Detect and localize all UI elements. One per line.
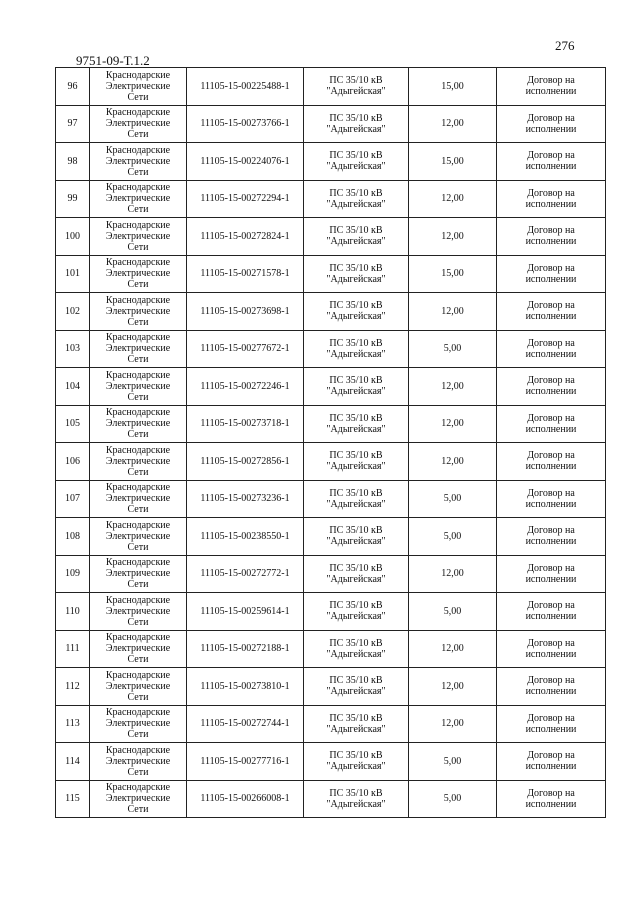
substation-cell-line: ПС 35/10 кВ [329, 75, 383, 87]
organization-cell-line: Краснодарские [105, 107, 171, 119]
substation-cell-line: ПС 35/10 кВ [329, 787, 383, 799]
organization-cell-line: Электрические [105, 155, 171, 167]
substation-cell-line: "Адыгейская" [326, 573, 386, 585]
organization-cell [90, 105, 187, 143]
page-number: 276 [555, 38, 575, 53]
row-number-cell: 104 [56, 368, 90, 406]
substation-cell-line: "Адыгейская" [326, 798, 386, 810]
substation-cell-line: ПС 35/10 кВ [329, 525, 383, 537]
organization-cell-line: Краснодарские [105, 744, 171, 756]
substation-cell-line: ПС 35/10 кВ [329, 112, 383, 124]
status-cell-line: Договор на [527, 75, 575, 87]
organization-cell-line: Электрические [105, 793, 171, 805]
organization-cell-line: Краснодарские [105, 707, 171, 719]
status-cell-line: исполнении [525, 161, 577, 173]
organization-cell-line: Краснодарские [105, 182, 171, 194]
status-cell-line: Договор на [527, 300, 575, 312]
organization-cell [90, 593, 187, 631]
organization-cell [90, 743, 187, 781]
contract-code-cell: 11105-15-00272824-1 [187, 218, 304, 256]
row-number-cell: 113 [56, 705, 90, 743]
status-cell-line: Договор на [527, 450, 575, 462]
organization-cell-line: Сети [127, 316, 149, 328]
table-row [56, 743, 606, 781]
organization-cell-line: Электрические [105, 643, 171, 655]
substation-cell-line: "Адыгейская" [326, 686, 386, 698]
substation-cell [304, 293, 409, 331]
row-number-cell: 105 [56, 405, 90, 443]
contract-code-cell: 11105-15-00272246-1 [187, 368, 304, 406]
status-cell [497, 405, 606, 443]
organization-cell-line: Сети [127, 691, 149, 703]
substation-cell-line: ПС 35/10 кВ [329, 675, 383, 687]
substation-cell-line: ПС 35/10 кВ [329, 300, 383, 312]
organization-cell-line: Электрические [105, 680, 171, 692]
status-cell-line: исполнении [525, 123, 577, 135]
organization-cell-line: Сети [127, 804, 149, 816]
status-cell [497, 668, 606, 706]
organization-cell-line: Краснодарские [105, 519, 171, 531]
organization-cell-line: Электрические [105, 380, 171, 392]
row-number-cell: 98 [56, 143, 90, 181]
contracts-table [55, 67, 606, 818]
status-cell [497, 255, 606, 293]
power-cell: 12,00 [409, 218, 497, 256]
row-number-cell: 108 [56, 518, 90, 556]
organization-cell-line: Краснодарские [105, 407, 171, 419]
table-row [56, 405, 606, 443]
substation-cell [304, 218, 409, 256]
substation-cell [304, 368, 409, 406]
status-cell [497, 143, 606, 181]
organization-cell [90, 68, 187, 106]
substation-cell [304, 593, 409, 631]
status-cell-line: исполнении [525, 611, 577, 623]
organization-cell-line: Электрические [105, 418, 171, 430]
status-cell-line: исполнении [525, 348, 577, 360]
substation-cell-line: ПС 35/10 кВ [329, 412, 383, 424]
organization-cell-line: Сети [127, 616, 149, 628]
organization-cell [90, 143, 187, 181]
organization-cell [90, 630, 187, 668]
status-cell-line: исполнении [525, 198, 577, 210]
table-row [56, 780, 606, 818]
substation-cell [304, 555, 409, 593]
power-cell: 5,00 [409, 518, 497, 556]
substation-cell-line: "Адыгейская" [326, 311, 386, 323]
status-cell-line: Договор на [527, 337, 575, 349]
substation-cell-line: ПС 35/10 кВ [329, 487, 383, 499]
contract-code-cell: 11105-15-00225488-1 [187, 68, 304, 106]
organization-cell [90, 368, 187, 406]
organization-cell-line: Электрические [105, 530, 171, 542]
organization-cell-line: Сети [127, 541, 149, 553]
substation-cell-line: "Адыгейская" [326, 536, 386, 548]
contract-code-cell: 11105-15-00238550-1 [187, 518, 304, 556]
organization-cell-line: Сети [127, 354, 149, 366]
organization-cell [90, 405, 187, 443]
status-cell [497, 780, 606, 818]
status-cell-line: Договор на [527, 262, 575, 274]
substation-cell-line: "Адыгейская" [326, 611, 386, 623]
substation-cell [304, 68, 409, 106]
status-cell-line: Договор на [527, 375, 575, 387]
status-cell-line: исполнении [525, 761, 577, 773]
organization-cell-line: Краснодарские [105, 369, 171, 381]
row-number-cell: 100 [56, 218, 90, 256]
status-cell-line: Договор на [527, 525, 575, 537]
row-number-cell: 107 [56, 480, 90, 518]
status-cell [497, 480, 606, 518]
substation-cell-line: "Адыгейская" [326, 423, 386, 435]
organization-cell-line: Краснодарские [105, 632, 171, 644]
status-cell-line: Договор на [527, 225, 575, 237]
substation-cell-line: ПС 35/10 кВ [329, 337, 383, 349]
substation-cell [304, 668, 409, 706]
status-cell-line: Договор на [527, 750, 575, 762]
table-row [56, 180, 606, 218]
row-number-cell: 101 [56, 255, 90, 293]
organization-cell-line: Краснодарские [105, 332, 171, 344]
row-number-cell: 102 [56, 293, 90, 331]
status-cell [497, 443, 606, 481]
status-cell [497, 518, 606, 556]
contract-code-cell: 11105-15-00272744-1 [187, 705, 304, 743]
status-cell-line: Договор на [527, 600, 575, 612]
table-row [56, 368, 606, 406]
power-cell: 12,00 [409, 630, 497, 668]
organization-cell-line: Краснодарские [105, 482, 171, 494]
status-cell-line: Договор на [527, 787, 575, 799]
substation-cell-line: "Адыгейская" [326, 461, 386, 473]
organization-cell-line: Электрические [105, 305, 171, 317]
status-cell-line: исполнении [525, 423, 577, 435]
power-cell: 15,00 [409, 143, 497, 181]
status-cell [497, 555, 606, 593]
status-cell-line: исполнении [525, 461, 577, 473]
substation-cell-line: ПС 35/10 кВ [329, 225, 383, 237]
organization-cell-line: Сети [127, 579, 149, 591]
table-row [56, 593, 606, 631]
contract-code-cell: 11105-15-00273766-1 [187, 105, 304, 143]
substation-cell-line: ПС 35/10 кВ [329, 712, 383, 724]
substation-cell-line: "Адыгейская" [326, 198, 386, 210]
row-number-cell: 99 [56, 180, 90, 218]
status-cell-line: Договор на [527, 675, 575, 687]
substation-cell [304, 518, 409, 556]
status-cell-line: Договор на [527, 187, 575, 199]
row-number-cell: 109 [56, 555, 90, 593]
power-cell: 12,00 [409, 668, 497, 706]
table-row [56, 555, 606, 593]
table-row [56, 705, 606, 743]
organization-cell-line: Сети [127, 429, 149, 441]
organization-cell-line: Сети [127, 129, 149, 141]
organization-cell [90, 218, 187, 256]
table-row [56, 293, 606, 331]
substation-cell-line: ПС 35/10 кВ [329, 637, 383, 649]
organization-cell-line: Электрические [105, 455, 171, 467]
contract-code-cell: 11105-15-00272294-1 [187, 180, 304, 218]
contract-code-cell: 11105-15-00271578-1 [187, 255, 304, 293]
substation-cell [304, 405, 409, 443]
status-cell-line: Договор на [527, 487, 575, 499]
organization-cell-line: Сети [127, 91, 149, 103]
contract-code-cell: 11105-15-00272856-1 [187, 443, 304, 481]
organization-cell-line: Сети [127, 654, 149, 666]
substation-cell [304, 180, 409, 218]
row-number-cell: 111 [56, 630, 90, 668]
organization-cell [90, 780, 187, 818]
substation-cell-line: "Адыгейская" [326, 86, 386, 98]
contract-code-cell: 11105-15-00272772-1 [187, 555, 304, 593]
power-cell: 15,00 [409, 255, 497, 293]
status-cell [497, 368, 606, 406]
organization-cell [90, 330, 187, 368]
contract-code-cell: 11105-15-00277672-1 [187, 330, 304, 368]
power-cell: 12,00 [409, 555, 497, 593]
substation-cell-line: "Адыгейская" [326, 161, 386, 173]
substation-cell [304, 255, 409, 293]
organization-cell-line: Сети [127, 279, 149, 291]
power-cell: 12,00 [409, 180, 497, 218]
substation-cell [304, 743, 409, 781]
organization-cell-line: Электрические [105, 193, 171, 205]
contract-code-cell: 11105-15-00266008-1 [187, 780, 304, 818]
status-cell-line: исполнении [525, 86, 577, 98]
table-body [56, 68, 606, 818]
substation-cell-line: "Адыгейская" [326, 386, 386, 398]
organization-cell [90, 480, 187, 518]
organization-cell-line: Краснодарские [105, 557, 171, 569]
substation-cell [304, 143, 409, 181]
status-cell [497, 705, 606, 743]
substation-cell-line: ПС 35/10 кВ [329, 562, 383, 574]
status-cell-line: исполнении [525, 686, 577, 698]
organization-cell [90, 705, 187, 743]
substation-cell-line: "Адыгейская" [326, 723, 386, 735]
substation-cell-line: "Адыгейская" [326, 348, 386, 360]
organization-cell [90, 518, 187, 556]
power-cell: 5,00 [409, 743, 497, 781]
status-cell [497, 330, 606, 368]
contract-code-cell: 11105-15-00273810-1 [187, 668, 304, 706]
substation-cell-line: "Адыгейская" [326, 273, 386, 285]
organization-cell-line: Электрические [105, 718, 171, 730]
power-cell: 5,00 [409, 593, 497, 631]
substation-cell-line: ПС 35/10 кВ [329, 750, 383, 762]
status-cell-line: Договор на [527, 412, 575, 424]
contract-code-cell: 11105-15-00272188-1 [187, 630, 304, 668]
organization-cell-line: Краснодарские [105, 444, 171, 456]
status-cell [497, 218, 606, 256]
substation-cell-line: ПС 35/10 кВ [329, 150, 383, 162]
status-cell [497, 180, 606, 218]
status-cell-line: Договор на [527, 112, 575, 124]
substation-cell-line: "Адыгейская" [326, 761, 386, 773]
organization-cell-line: Сети [127, 391, 149, 403]
status-cell-line: исполнении [525, 573, 577, 585]
organization-cell [90, 555, 187, 593]
power-cell: 12,00 [409, 405, 497, 443]
status-cell [497, 293, 606, 331]
organization-cell [90, 293, 187, 331]
status-cell-line: исполнении [525, 648, 577, 660]
substation-cell-line: ПС 35/10 кВ [329, 600, 383, 612]
organization-cell-line: Краснодарские [105, 219, 171, 231]
organization-cell [90, 180, 187, 218]
row-number-cell: 97 [56, 105, 90, 143]
substation-cell-line: "Адыгейская" [326, 648, 386, 660]
substation-cell [304, 443, 409, 481]
status-cell [497, 105, 606, 143]
table-row [56, 143, 606, 181]
organization-cell [90, 443, 187, 481]
substation-cell [304, 105, 409, 143]
organization-cell-line: Краснодарские [105, 594, 171, 606]
status-cell-line: Договор на [527, 712, 575, 724]
status-cell [497, 593, 606, 631]
substation-cell-line: ПС 35/10 кВ [329, 375, 383, 387]
substation-cell [304, 705, 409, 743]
organization-cell-line: Электрические [105, 118, 171, 130]
organization-cell-line: Электрические [105, 605, 171, 617]
row-number-cell: 96 [56, 68, 90, 106]
organization-cell [90, 255, 187, 293]
organization-cell-line: Сети [127, 504, 149, 516]
table-row [56, 630, 606, 668]
row-number-cell: 112 [56, 668, 90, 706]
organization-cell-line: Краснодарские [105, 257, 171, 269]
status-cell-line: исполнении [525, 498, 577, 510]
organization-cell-line: Сети [127, 241, 149, 253]
substation-cell-line: ПС 35/10 кВ [329, 187, 383, 199]
organization-cell [90, 668, 187, 706]
row-number-cell: 115 [56, 780, 90, 818]
status-cell-line: исполнении [525, 236, 577, 248]
substation-cell-line: "Адыгейская" [326, 498, 386, 510]
table-row [56, 218, 606, 256]
power-cell: 12,00 [409, 443, 497, 481]
table-row [56, 330, 606, 368]
organization-cell-line: Электрические [105, 493, 171, 505]
row-number-cell: 106 [56, 443, 90, 481]
status-cell-line: исполнении [525, 536, 577, 548]
status-cell [497, 743, 606, 781]
organization-cell-line: Электрические [105, 80, 171, 92]
organization-cell-line: Краснодарские [105, 144, 171, 156]
status-cell [497, 630, 606, 668]
contract-code-cell: 11105-15-00259614-1 [187, 593, 304, 631]
organization-cell-line: Краснодарские [105, 782, 171, 794]
organization-cell-line: Краснодарские [105, 294, 171, 306]
organization-cell-line: Электрические [105, 755, 171, 767]
row-number-cell: 114 [56, 743, 90, 781]
substation-cell [304, 330, 409, 368]
substation-cell [304, 480, 409, 518]
status-cell-line: Договор на [527, 562, 575, 574]
table-row [56, 668, 606, 706]
power-cell: 5,00 [409, 780, 497, 818]
power-cell: 12,00 [409, 105, 497, 143]
organization-cell-line: Электрические [105, 230, 171, 242]
row-number-cell: 110 [56, 593, 90, 631]
table-row [56, 480, 606, 518]
status-cell [497, 68, 606, 106]
status-cell-line: исполнении [525, 273, 577, 285]
status-cell-line: Договор на [527, 637, 575, 649]
power-cell: 15,00 [409, 68, 497, 106]
organization-cell-line: Электрические [105, 568, 171, 580]
organization-cell-line: Краснодарские [105, 669, 171, 681]
substation-cell [304, 780, 409, 818]
status-cell-line: Договор на [527, 150, 575, 162]
power-cell: 12,00 [409, 293, 497, 331]
row-number-cell: 103 [56, 330, 90, 368]
substation-cell-line: ПС 35/10 кВ [329, 262, 383, 274]
table-row [56, 105, 606, 143]
power-cell: 5,00 [409, 480, 497, 518]
contract-code-cell: 11105-15-00273698-1 [187, 293, 304, 331]
contract-code-cell: 11105-15-00277716-1 [187, 743, 304, 781]
substation-cell [304, 630, 409, 668]
power-cell: 12,00 [409, 705, 497, 743]
document-code: 9751-09-Т.1.2 [76, 53, 150, 68]
organization-cell-line: Сети [127, 766, 149, 778]
table-row [56, 518, 606, 556]
status-cell-line: исполнении [525, 386, 577, 398]
status-cell-line: исполнении [525, 798, 577, 810]
status-cell-line: исполнении [525, 723, 577, 735]
substation-cell-line: ПС 35/10 кВ [329, 450, 383, 462]
table-row [56, 255, 606, 293]
table-row [56, 443, 606, 481]
contract-code-cell: 11105-15-00273236-1 [187, 480, 304, 518]
organization-cell-line: Сети [127, 729, 149, 741]
table-row [56, 68, 606, 106]
organization-cell-line: Сети [127, 204, 149, 216]
organization-cell-line: Краснодарские [105, 69, 171, 81]
organization-cell-line: Сети [127, 166, 149, 178]
contract-code-cell: 11105-15-00224076-1 [187, 143, 304, 181]
power-cell: 12,00 [409, 368, 497, 406]
organization-cell-line: Электрические [105, 343, 171, 355]
substation-cell-line: "Адыгейская" [326, 123, 386, 135]
substation-cell-line: "Адыгейская" [326, 236, 386, 248]
contract-code-cell: 11105-15-00273718-1 [187, 405, 304, 443]
organization-cell-line: Электрические [105, 268, 171, 280]
organization-cell-line: Сети [127, 466, 149, 478]
power-cell: 5,00 [409, 330, 497, 368]
status-cell-line: исполнении [525, 311, 577, 323]
